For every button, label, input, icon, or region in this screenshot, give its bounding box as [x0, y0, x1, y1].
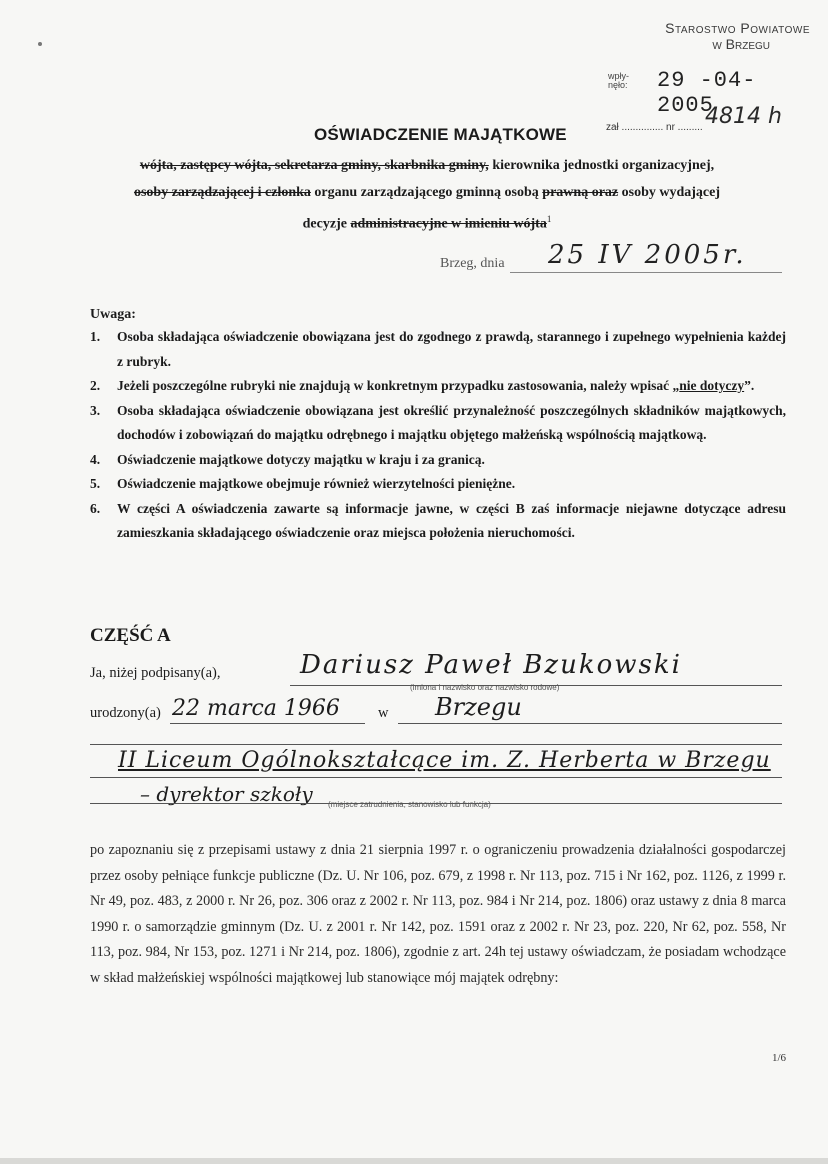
employment-handwritten-2: – dyrektor szkoły — [140, 782, 313, 806]
subtitle-struck-1: wójta, zastępcy wójta, sekretarza gminy, skarbnika gminy, — [139, 158, 489, 173]
signed-label: Ja, niżej podpisany(a), — [90, 665, 221, 681]
subtitle-part-6: osoby wydającej — [618, 185, 721, 200]
born-date-handwritten: 22 marca 1966 — [172, 696, 340, 721]
note-text-underlined: nie dotyczy — [679, 378, 745, 393]
stamp-received-label: wpły- nęło: — [608, 71, 630, 90]
part-a-heading: CZĘŚĆ A — [90, 625, 171, 646]
note-item — [90, 448, 786, 473]
subtitle-footnote: 1 — [546, 214, 552, 224]
note-item — [90, 472, 786, 497]
subtitle-part-7: decyzje — [302, 216, 351, 232]
note-item — [90, 325, 786, 374]
employment-line-top — [90, 744, 782, 745]
subtitle-struck-8: administracyjne w imieniu wójta — [350, 216, 547, 232]
note-number: 5. — [90, 476, 101, 491]
note-text: Jeżeli poszczególne rubryki nie znajdują w konkretnym przypadku zastosowania, należy wpisać „ — [117, 378, 680, 393]
note-item — [90, 374, 786, 399]
employment-line-1 — [90, 777, 782, 778]
born-place-line — [398, 723, 782, 724]
note-text: Osoba składająca oświadczenie obowiązana jest do zgodnego z prawdą, starannego i zupełnego wypełnienia każdej z rubryk. — [117, 329, 786, 369]
born-label: urodzony(a) — [90, 705, 161, 721]
note-item — [90, 399, 786, 448]
note-text: W części A oświadczenia zawarte są informacje jawne, w części B zaś informacje niejawne dotyczące adresu zamieszkania składającego oświadczenie oraz miejsca położenia nieruchomości. — [117, 500, 786, 540]
note-text: ”. — [744, 378, 755, 393]
born-place-handwritten: Brzegu — [435, 693, 522, 721]
note-item — [90, 497, 786, 546]
page-number: 1/6 — [771, 1052, 786, 1064]
note-number: 4. — [90, 451, 101, 467]
subtitle-struck-5: prawną oraz — [542, 185, 619, 200]
signed-name-handwritten: Dariusz Paweł Bzukowski — [300, 650, 682, 680]
scan-bottom-edge — [0, 1158, 828, 1164]
place-date-label: Brzeg, dnia — [440, 256, 505, 271]
note-number: 2. — [90, 378, 101, 393]
note-text: Oświadczenie majątkowe obejmuje również wierzytelności pieniężne. — [117, 476, 516, 491]
document-subtitle — [82, 152, 772, 238]
place-date-line — [510, 272, 782, 273]
place-date-handwritten: 25 IV 2005r. — [548, 240, 747, 270]
document-title: OŚWIADCZENIE MAJĄTKOWE — [314, 125, 567, 144]
born-in-label: w — [378, 705, 389, 721]
note-number: 6. — [90, 500, 101, 516]
notes-heading: Uwaga: — [90, 307, 136, 322]
stamp-office-line2: w Brzegu — [712, 36, 770, 52]
employment-hint: (miejsce zatrudnienia, stanowisko lub funkcja) — [328, 800, 491, 809]
born-date-line — [170, 723, 365, 724]
subtitle-part-2: kierownika jednostki organizacyjnej, — [488, 158, 715, 173]
notes-list — [90, 325, 786, 546]
note-text: Osoba składająca oświadczenie obowiązana jest określić przynależność poszczególnych składników majątkowych, dochodów i zobowiązań do majątku odrębnego i majątku objętego małżeńską wspólnością majątkową. — [117, 402, 786, 442]
stamp-received-date: 29 -04- 2005 — [657, 68, 757, 118]
subtitle-part-4: organu zarządzającego gminną osobą — [310, 185, 543, 200]
declaration-body: po zapoznaniu się z przepisami ustawy z dnia 21 sierpnia 1997 r. o ograniczeniu prowadzenia działalności gospodarczej przez osoby pełniące funkcje publiczne (Dz. U. Nr 106, poz. 679, z 1998 r. Nr 113, poz. 715 i Nr 162, poz. 1126, z 1999 r. Nr 49, poz. 483, z 2000 r. Nr 26, poz. 306 oraz z 2002 r. Nr 113, poz. 984 i Nr 214, poz. 1806) oraz ustawy z dnia 8 marca 1990 r. o samorządzie gminnym (Dz. U. z 2001 r. Nr 142, poz. 1591 oraz z 2002 r. Nr 23, poz. 220, Nr 62, poz. 558, Nr 113, poz. 984, Nr 153, poz. 1271 i Nr 214, poz. 1806), zgodnie z art. 24h tej ustawy oświadczam, że posiadam wchodzące w skład małżeńskiej wspólności majątkowej lub stanowiące mój majątek odrębny: — [90, 842, 786, 986]
reference-number: 4814 h — [705, 104, 782, 129]
note-number: 3. — [90, 402, 101, 418]
subtitle-struck-3: osoby zarządzającej i członka — [133, 185, 311, 200]
note-number: 1. — [90, 329, 101, 344]
reference-label: zał ............... nr ......... — [606, 122, 703, 133]
stamp-office-line1: Starostwo Powiatowe — [665, 20, 810, 36]
employment-handwritten-1: II Liceum Ogólnokształcące im. Z. Herberta w Brzegu — [118, 748, 771, 773]
scan-artifact — [38, 42, 42, 46]
signed-name-hint: (imiona i nazwisko oraz nazwisko rodowe) — [410, 683, 560, 692]
note-text: Oświadczenie majątkowe dotyczy majątku w kraju i za granicą. — [117, 451, 485, 467]
